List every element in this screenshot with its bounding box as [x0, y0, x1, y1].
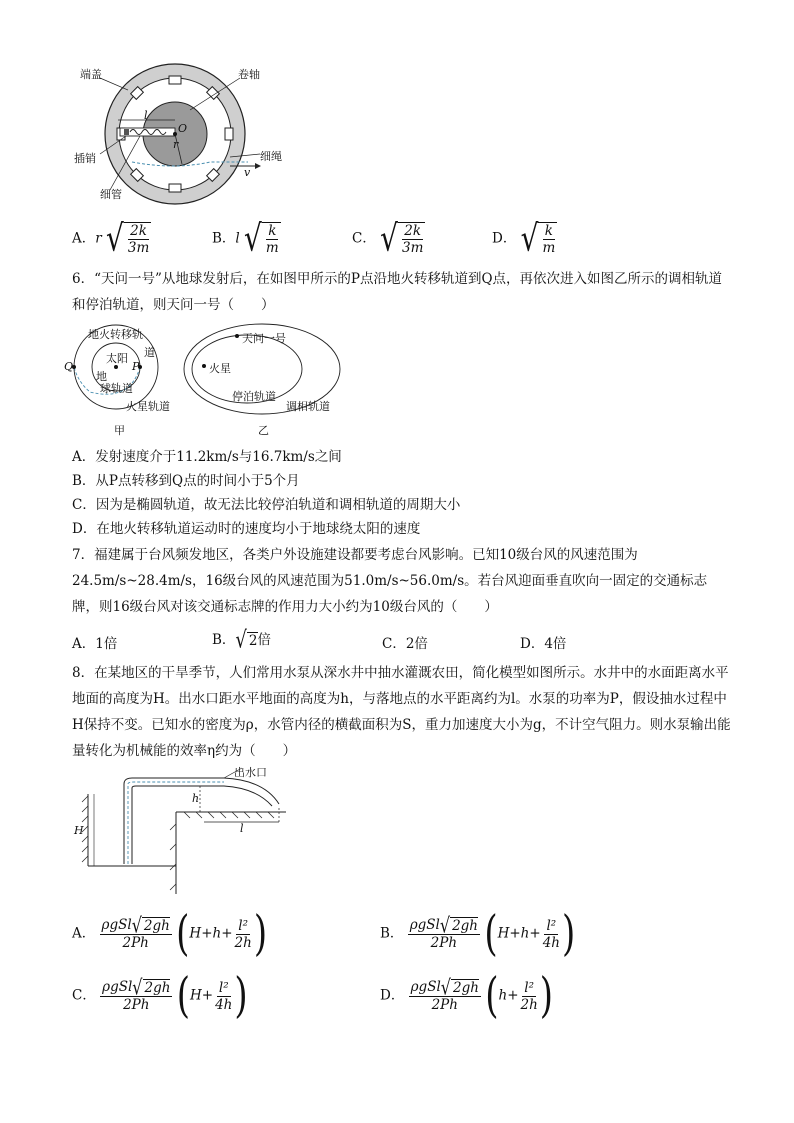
l-label: l — [144, 109, 148, 122]
r-label: r — [173, 138, 179, 151]
earth-label: 地 — [96, 370, 107, 383]
mars-label: 火星 — [209, 362, 231, 375]
l-dim-label: l — [240, 822, 244, 835]
q5-option-a[interactable]: A．r √ $\frac{2k}{3m}$ — [72, 216, 150, 260]
yi-caption: 乙 — [258, 424, 269, 437]
end-cap-label: 端盖 — [80, 68, 102, 81]
transfer-orbit-label: 地火转移轨 — [88, 328, 143, 341]
figure-reel — [70, 62, 300, 212]
phasing-orbit-label: 调相轨道 — [286, 400, 330, 413]
earth-orbit-label: 球轨道 — [100, 382, 133, 395]
q8-option-a[interactable]: A． ρgSl √ 2gh 2Ph (H+h+ $\frac{\text{l²}}{2h}$ ) — [72, 906, 268, 962]
mars-orbit-label: 火星轨道 — [126, 400, 170, 413]
parking-orbit-label: 停泊轨道 — [232, 390, 276, 403]
q7-option-c[interactable]: C．2倍 — [382, 636, 428, 652]
h-label: h — [192, 792, 200, 805]
tube-label: 细管 — [100, 188, 122, 201]
sun-label: 太阳 — [106, 352, 128, 365]
q6-option-b[interactable]: B．从P点转移到Q点的时间小于5个月 — [72, 473, 300, 489]
q6-stem: 6．“天问一号”从地球发射后，在如图甲所示的P点沿地火转移轨道到Q点，再依次进入如图乙所示的调相轨道和停泊轨道，则天问一号（ ） — [72, 271, 723, 313]
rope-label: 细绳 — [260, 150, 282, 163]
dao-label: 道 — [144, 346, 155, 359]
q6-option-c[interactable]: C．因为是椭圆轨道，故无法比较停泊轨道和调相轨道的周期大小 — [72, 497, 461, 513]
q8-stem: 8．在某地区的干旱季节，人们常用水泵从深水井中抽水灌溉农田，简化模型如图所示。水井中的水面距离水平地面的高度为H。出水口距水平地面的高度为h，与落地点的水平距离约为l。水泵的功率为P，假设抽水过程中H保持不变。已知水的密度为ρ，水管内径的横截面积为S，重力加速度大小为g，不计空气阻力。则水泵输出能量转化为机械能的效率η约为（ ） — [72, 665, 731, 759]
v-label: v — [244, 166, 251, 179]
q5-option-c[interactable]: C． √ $\frac{2k}{3m}$ — [352, 216, 424, 260]
p-point-label: P — [132, 360, 140, 373]
q6-option-a[interactable]: A．发射速度介于11.2km/s与16.7km/s之间 — [72, 449, 342, 465]
figure-pump — [74, 764, 294, 900]
pump-diagram — [74, 764, 294, 900]
H-label: H — [74, 824, 84, 837]
q7-option-d[interactable]: D．4倍 — [520, 636, 567, 652]
q7-option-b[interactable]: B． √ 2 倍 — [212, 626, 271, 654]
q5-option-b[interactable]: B．l √ $\frac{k}{m}$ — [212, 216, 279, 260]
jia-caption: 甲 — [114, 424, 125, 437]
q-point-label: Q — [64, 360, 74, 373]
probe-label: 天问一号 — [242, 332, 286, 345]
q7-option-a[interactable]: A．1倍 — [72, 636, 118, 652]
q8-option-b[interactable]: B． ρgSl √ 2gh 2Ph (H+h+ $\frac{\text{l²}}{4h}$ ) — [380, 906, 576, 962]
q5-option-d[interactable]: D． √ $\frac{k}{m}$ — [492, 216, 556, 260]
reel-label: 卷轴 — [238, 68, 260, 81]
o-label: O — [178, 122, 188, 135]
figure-jia — [64, 322, 180, 437]
figure-yi — [182, 322, 342, 437]
q8-option-c[interactable]: C． ρgSl √ 2gh 2Ph (H+ $\frac{\text{l²}}{4h}$ ) — [72, 968, 248, 1024]
q8-option-d[interactable]: D． ρgSl √ 2gh 2Ph (h+ $\frac{\text{l²}}{2h}$ ) — [380, 968, 554, 1024]
q6-option-d[interactable]: D．在地火转移轨道运动时的速度均小于地球绕太阳的速度 — [72, 521, 421, 537]
q7-stem: 7．福建属于台风频发地区，各类户外设施建设都要考虑台风影响。已知10级台风的风速范围为24.5m/s~28.4m/s，16级台风的风速范围为51.0m/s~56.0m/s。若台风迎面垂直吹向一固定的交通标志牌，则16级台风对该交通标志牌的作用力大小约为10级台风的（ ） — [72, 547, 708, 615]
outlet-label: 出水口 — [234, 766, 267, 779]
pin-label: 插销 — [74, 152, 96, 165]
